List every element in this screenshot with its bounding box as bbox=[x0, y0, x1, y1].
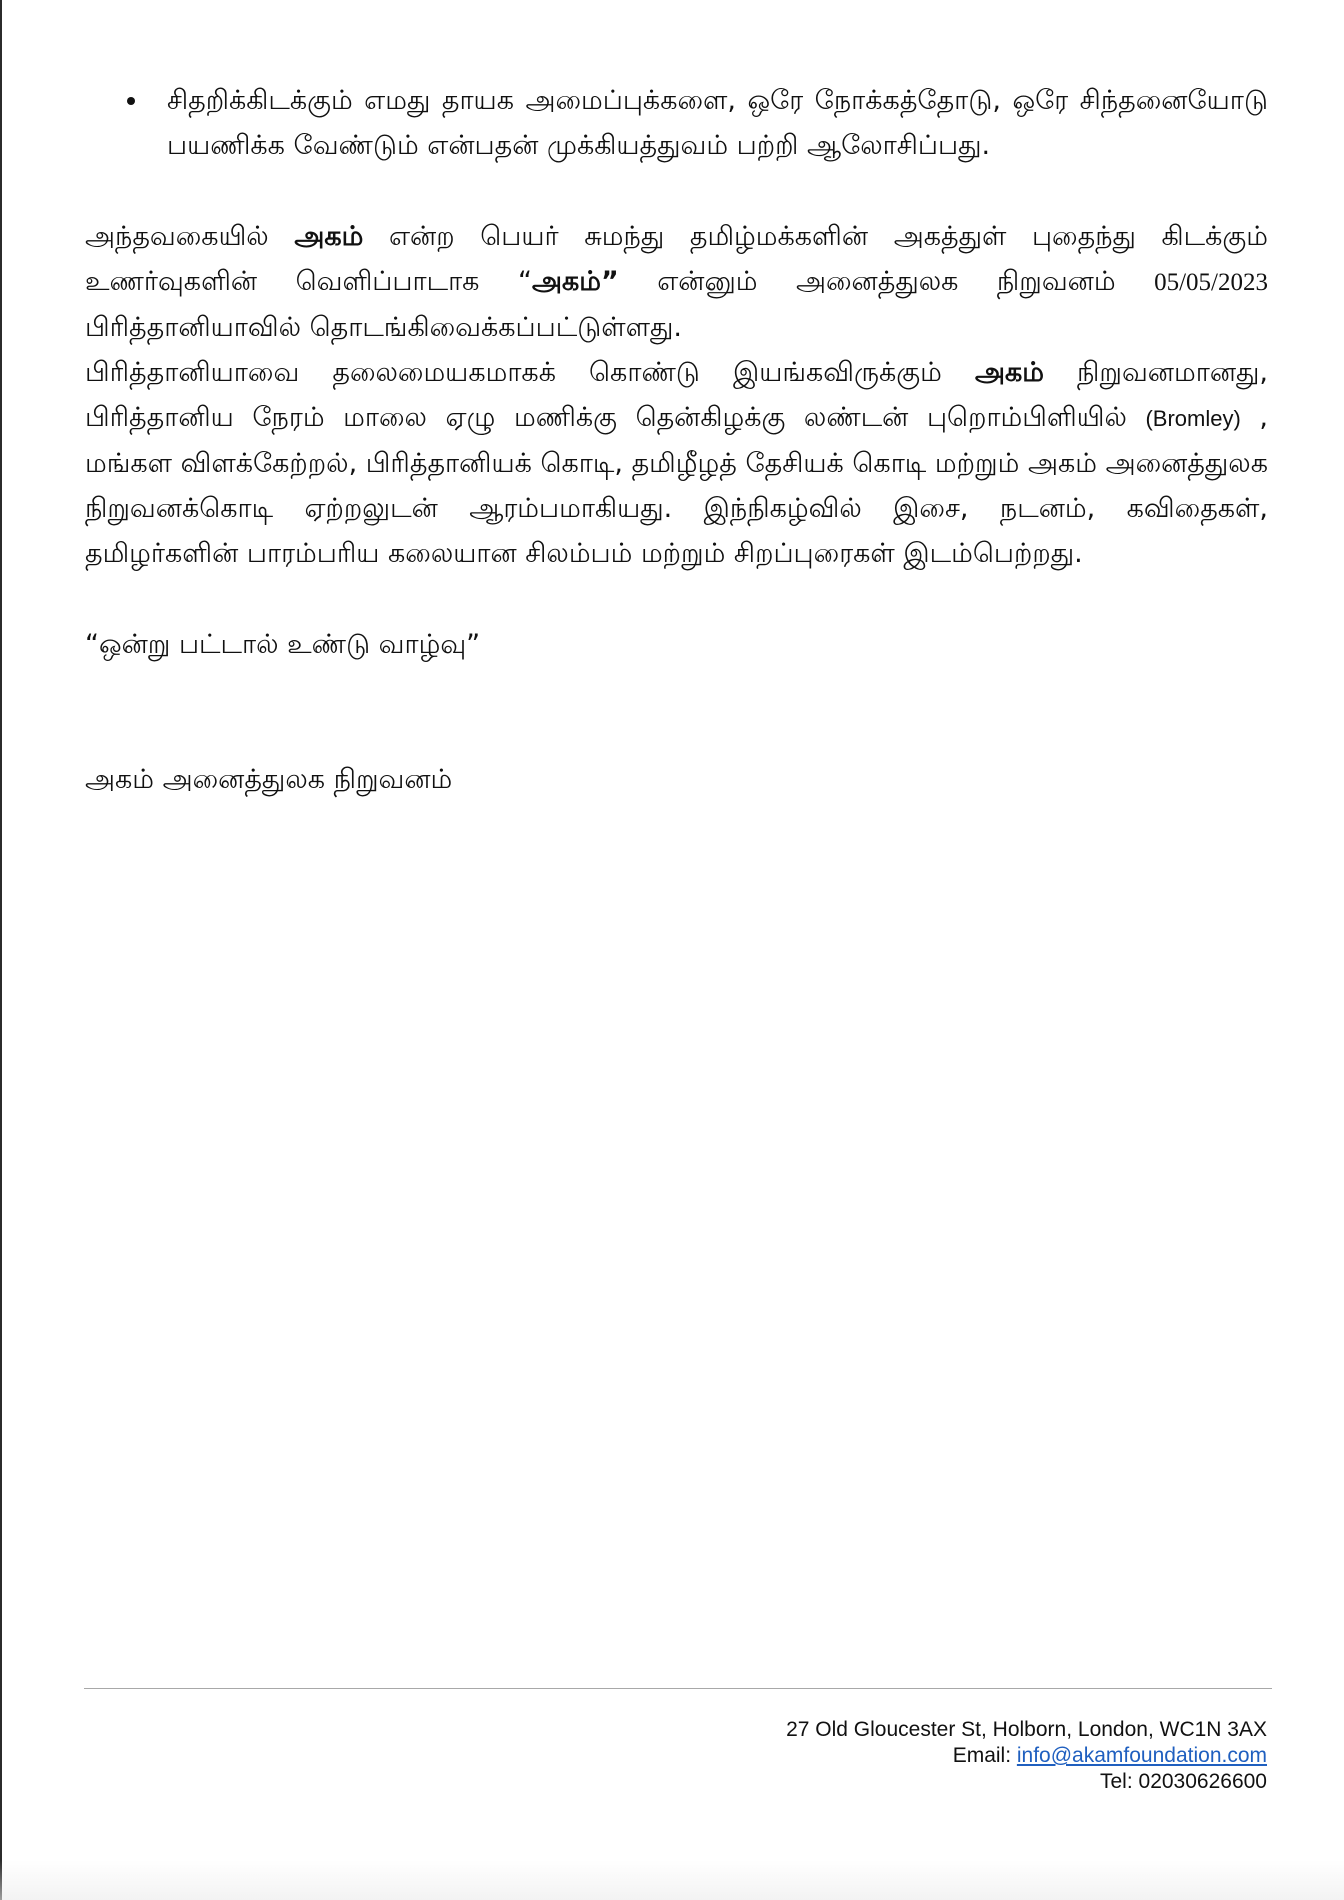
launch-date: 05/05/2023 bbox=[1154, 269, 1268, 296]
footer-telephone: Tel: 02030626600 bbox=[1100, 1770, 1267, 1793]
bullet-text: சிதறிக்கிடக்கும் எமது தாயக அமைப்புக்களை, ஒரே நோக்கத்தோடு, ஒரே சிந்தனையோடு பயணிக்க வேண்டும் என்பதன் முக்கியத்துவம் பற்றி ஆலோசிப்பது. bbox=[167, 85, 1268, 161]
bold-akam: அகம் bbox=[974, 357, 1044, 388]
list-item bbox=[85, 78, 1268, 168]
document-body bbox=[85, 78, 1268, 802]
paragraph-text: என்ற பெயர் சுமந்து தமிழ்மக்களின் அகத்துள் புதைந்து கிடக்கும் உணர்வுகளின் வெளிப்பாடாக “ bbox=[85, 221, 1268, 297]
paragraph-text: அந்தவகையில் bbox=[85, 221, 295, 252]
footer bbox=[786, 1717, 1267, 1795]
motto-quote: “ஒன்று பட்டால் உண்டு வாழ்வு” bbox=[85, 629, 481, 660]
bullet-dot-icon bbox=[127, 97, 135, 105]
footer-address: 27 Old Gloucester St, Holborn, London, WC1N 3AX bbox=[786, 1718, 1267, 1741]
footer-email-line bbox=[786, 1743, 1267, 1769]
footer-email-link[interactable]: info@akamfoundation.com bbox=[1016, 1744, 1267, 1767]
paragraph-text: பிரித்தானியாவை தலைமையகமாகக் கொண்டு இயங்கவிருக்கும் bbox=[85, 357, 975, 388]
bold-akam: அகம் bbox=[294, 221, 364, 252]
page-bottom-shadow bbox=[0, 1860, 1344, 1900]
bold-akam-quoted: அகம்” bbox=[531, 266, 619, 297]
footer-divider bbox=[84, 1688, 1272, 1689]
bromley-label: (Bromley) bbox=[1145, 406, 1241, 431]
paragraph-text: , மங்கள விளக்கேற்றல், பிரித்தானியக் கொடி, தமிழீழத் தேசியக் கொடி மற்றும் அகம் அனைத்துலக நிறுவனக்கொடி ஏற்றலுடன் ஆரம்பமாகியது. இந்நிகழ்வில் இசை, நடனம், கவிதைகள், தமிழர்களின் பாரம்பரிய கலையான சிலம்பம் மற்றும் சிறப்புரைகள் இடம்பெற்றது. bbox=[85, 402, 1269, 569]
bullet-list bbox=[85, 78, 1268, 168]
page-left-edge bbox=[0, 0, 2, 1900]
paragraph-text: என்னும் அனைத்துலக நிறுவனம் bbox=[618, 266, 1155, 297]
paragraph-text: பிரித்தானியாவில் தொடங்கிவைக்கப்பட்டுள்ளது. bbox=[85, 312, 683, 343]
paragraph-launch bbox=[85, 214, 1268, 350]
signature: அகம் அனைத்துலக நிறுவனம் bbox=[85, 764, 453, 795]
paragraph-text: நிறுவனமானது, பிரித்தானிய நேரம் மாலை ஏழு மணிக்கு தென்கிழக்கு லண்டன் புறொம்பிளியில் bbox=[85, 357, 1269, 433]
paragraph-event bbox=[85, 350, 1268, 576]
footer-email-label: Email: bbox=[952, 1744, 1017, 1767]
